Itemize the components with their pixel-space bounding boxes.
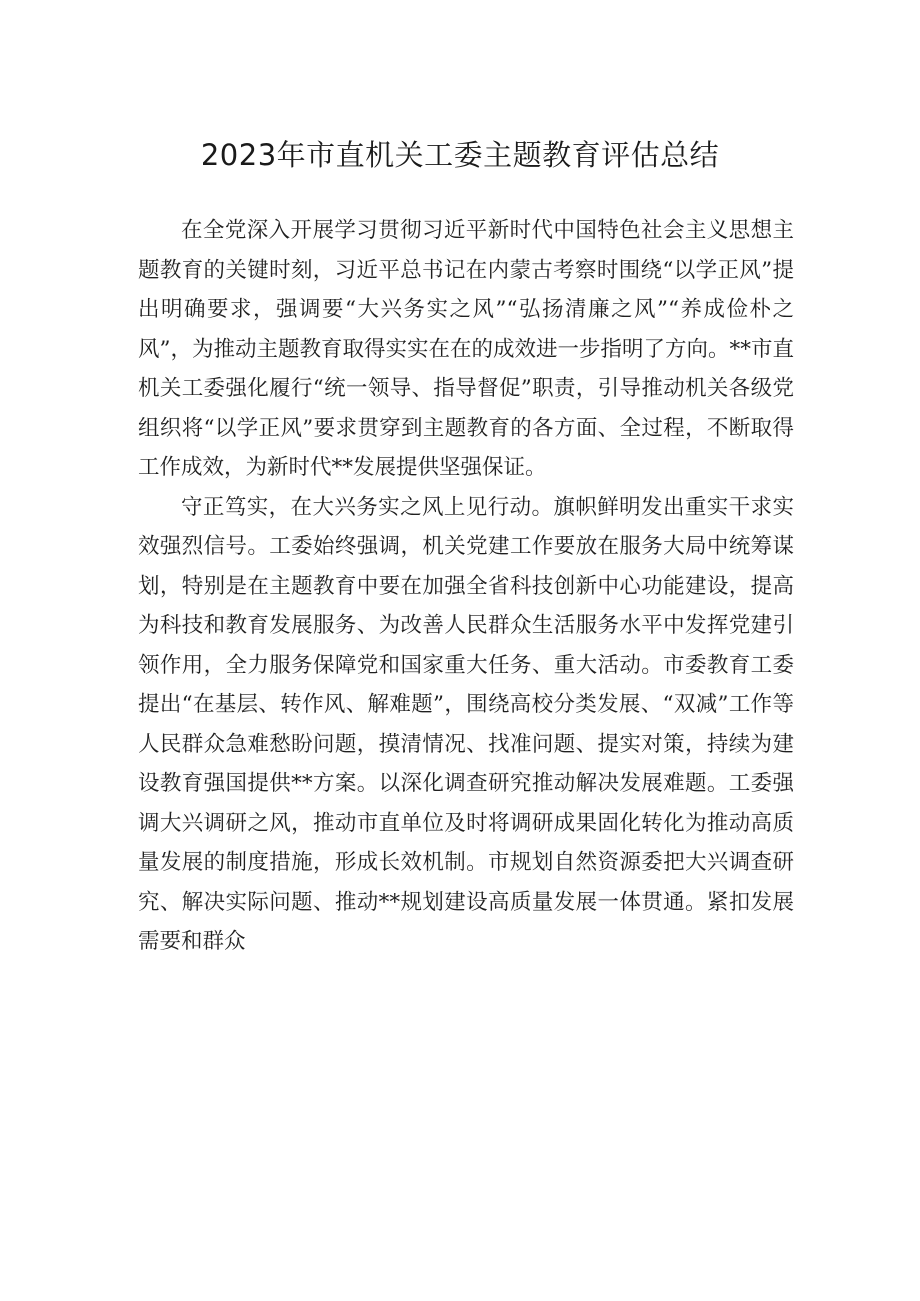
document-body <box>138 211 794 962</box>
document-title: 2023年市直机关工委主题教育评估总结 <box>200 138 720 173</box>
paragraph-intro: 在全党深入开展学习贯彻习近平新时代中国特色社会主义思想主题教育的关键时刻，习近平总书记在内蒙古考察时围绕“以学正风”提出明确要求，强调要“大兴务实之风”“弘扬清廉之风”“养成俭朴之风”，为推动主题教育取得实实在在的成效进一步指明了方向。**市直机关工委强化履行“统一领导、指导督促”职责，引导推动机关各级党组织将“以学正风”要求贯穿到主题教育的各方面、全过程，不断取得工作成效，为新时代**发展提供坚强保证。 <box>138 218 794 480</box>
paragraph-practical-style: 守正笃实，在大兴务实之风上见行动。旗帜鲜明发出重实干求实效强烈信号。工委始终强调，机关党建工作要放在服务大局中统筹谋划，特别是在主题教育中要在加强全省科技创新中心功能建设，提高为科技和教育发展服务、为改善人民群众生活服务水平中发挥党建引领作用，全力服务保障党和国家重大任务、重大活动。市委教育工委提出“在基层、转作风、解难题”，围绕高校分类发展、“双减”工作等人民群众急难愁盼问题，摸清情况、找准问题、提实对策，持续为建设教育强国提供**方案。以深化调查研究推动解决发展难题。工委强调大兴调研之风，推动市直单位及时将调研成果固化转化为推动高质量发展的制度措施，形成长效机制。市规划自然资源委把大兴调查研究、解决实际问题、推动**规划建设高质量发展一体贯通。紧扣发展需要和群众 <box>138 494 794 954</box>
